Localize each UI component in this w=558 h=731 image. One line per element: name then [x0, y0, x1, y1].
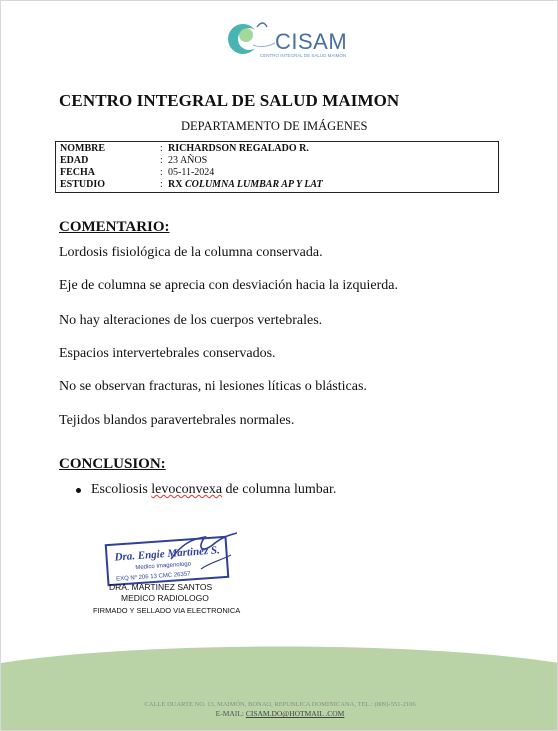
stamp-role: Medico Imagenologo	[135, 561, 192, 572]
footer-email-line	[1, 709, 558, 718]
logo-subtitle: CENTRO INTEGRAL DE SALUD MAIMON	[260, 53, 347, 58]
footer-email[interactable]: CISAM.DO@HOTMAIL .COM	[245, 709, 345, 718]
row-label: ESTUDIO	[60, 179, 106, 190]
study-name: COLUMNA LUMBAR AP Y LAT	[184, 179, 323, 190]
signature-note: FIRMADO Y SELLADO VIA ELECTRONICA	[93, 606, 241, 615]
row-separator: :	[160, 143, 163, 154]
patient-name: RICHARDSON REGALADO R.	[168, 143, 309, 154]
comentario-line: No hay alteraciones de los cuerpos vertebrales.	[59, 313, 323, 328]
row-separator: :	[160, 167, 163, 178]
row-separator: :	[160, 179, 163, 190]
conclusion-heading: CONCLUSION:	[59, 456, 166, 472]
comentario-line: No se observan fracturas, ni lesiones líticas o blásticas.	[59, 379, 367, 394]
comentario-heading: COMENTARIO:	[59, 219, 170, 235]
footer-address: CALLE DUARTE NO. 13, MAIMÓN, BONAO, REPUBLICA DOMINICANA, TEL.: (809)-551-2106	[144, 701, 416, 708]
doctor-stamp-icon	[101, 529, 261, 589]
comentario-line: Espacios intervertebrales conservados.	[59, 346, 276, 361]
signer-role: MEDICO RADIOLOGO	[121, 593, 209, 603]
conclusion-item-pre: Escoliosis	[91, 482, 148, 497]
signer-name: DRA. MARTINEZ SANTOS	[109, 582, 213, 592]
comentario-line: Lordosis fisiológica de la columna conservada.	[59, 245, 323, 260]
footer-email-label: E-MAIL:	[215, 709, 244, 718]
patient-age: 23 AÑOS	[168, 155, 208, 166]
study-type	[168, 179, 323, 191]
logo-word: CISAM	[275, 29, 348, 54]
department-title: DEPARTAMENTO DE IMÁGENES	[181, 119, 368, 133]
patient-info-box	[55, 141, 499, 193]
conclusion-item	[91, 482, 336, 498]
stamp-exq: EXQ Nº 206 13 CMC 26357	[115, 571, 191, 583]
comentario-line: Eje de columna se aprecia con desviación hacia la izquierda.	[59, 278, 398, 293]
conclusion-item-post: de columna lumbar.	[225, 482, 337, 497]
study-date: 05-11-2024	[168, 167, 215, 178]
row-label: NOMBRE	[60, 143, 105, 154]
comentario-line: Tejidos blandos paravertebrales normales.	[59, 413, 295, 428]
page-title: CENTRO INTEGRAL DE SALUD MAIMON	[59, 91, 400, 110]
row-label: EDAD	[60, 155, 89, 166]
row-label: FECHA	[60, 167, 95, 178]
conclusion-item-flagged: levoconvexa	[151, 482, 223, 497]
study-prefix: RX	[168, 179, 183, 190]
stamp-name: Dra. Engie Martinez S.	[114, 544, 221, 564]
row-separator: :	[160, 155, 163, 166]
bullet-icon	[76, 488, 81, 493]
cisam-logo	[213, 15, 348, 63]
